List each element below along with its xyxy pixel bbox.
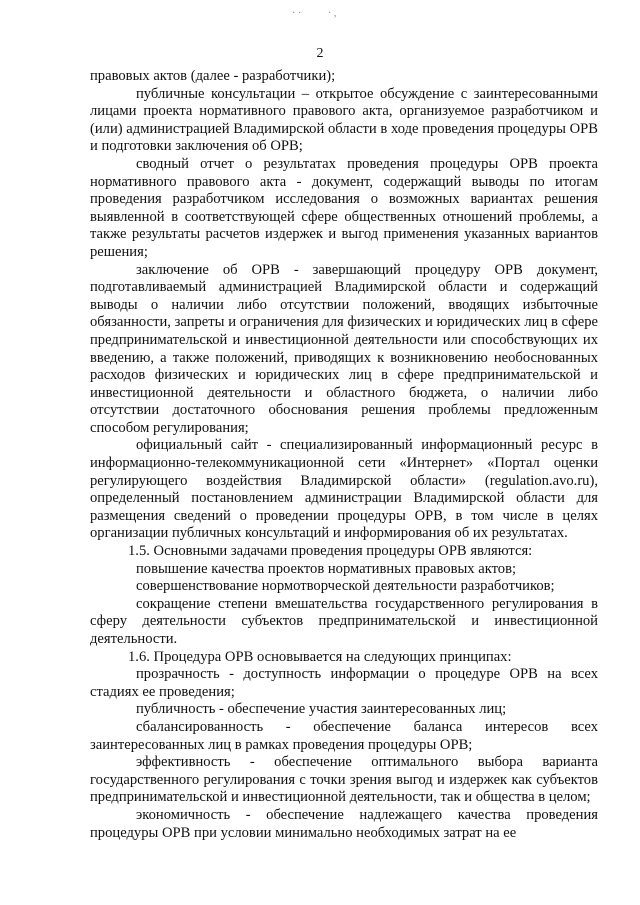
principle-item: сбалансированность - обеспечение баланса интересов всех заинтересованных лиц в рамках проведения процедуры ОРВ; bbox=[90, 718, 598, 753]
task-item: совершенствование нормотворческой деятельности разработчиков; bbox=[136, 578, 555, 595]
section-heading-1-5: 1.5. Основными задачами проведения процедуры ОРВ являются: bbox=[128, 543, 533, 560]
principle-item: прозрачность - доступность информации о процедуре ОРВ на всех стадиях ее проведения; bbox=[90, 666, 598, 700]
definition-public-consultations: публичные консультации – открытое обсуждение с заинтересованными лицами проекта нормативного правового акта, организуемое разработчиком и (или) администрацией Владимирской области в ходе проведения процедуры ОРВ и подготовки заключения об ОРВ; bbox=[90, 85, 598, 155]
definition-summary-report: сводный отчет о результатах проведения процедуры ОРВ проекта нормативного правового акта - документ, содержащий выводы по итогам проведения разработчиком исследования о возможных вариантах решения выявленной в соответствующей сфере общественных отношений проблемы, а также результаты расчетов издержек и выгод применения указанных вариантов решения; bbox=[90, 155, 598, 260]
task-item: сокращение степени вмешательства государственного регулирования в сферу деятельности субъектов предпринимательской и инвестиционной деятельности. bbox=[90, 595, 598, 647]
paragraph-continuation: правовых актов (далее - разработчики); bbox=[90, 68, 336, 84]
principle-item: эффективность - обеспечение оптимального выбора варианта государственного регулирования с точки зрения выгод и издержек как субъектов предпринимательской и инвестиционной деятельности, так и общества в целом; bbox=[90, 754, 598, 806]
section-heading-1-6: 1.6. Процедура ОРВ основывается на следующих принципах: bbox=[128, 648, 512, 665]
principle-item: экономичность - обеспечение надлежащего качества проведения процедуры ОРВ при условии минимально необходимых затрат на ее bbox=[90, 806, 598, 841]
document-body bbox=[90, 68, 598, 842]
scan-speck: · , bbox=[328, 8, 337, 19]
definition-orv-conclusion: заключение об ОРВ - завершающий процедуру ОРВ документ, подготавливаемый администрацией Владимирской области и содержащий выводы о наличии либо отсутствии положений, вводящих избыточные обязанности, запреты и ограничения для физических и юридических лиц в сфере предпринимательской и инвестиционной деятельности или способствующих их введению, а также положений, приводящих к возникновению необоснованных расходов физических и юридических лиц в сфере предпринимательской и инвестиционной деятельности и областного бюджета, о наличии либо отсутствии достаточного обоснования решения проблемы предложенным способом регулирования; bbox=[90, 261, 598, 436]
scan-speck: · · bbox=[292, 8, 302, 19]
task-item: повышение качества проектов нормативных правовых актов; bbox=[136, 560, 517, 577]
page-number: 2 bbox=[316, 46, 324, 61]
definition-official-site: официальный сайт - специализированный информационный ресурс в информационно-телекоммуникационной сети «Интернет» «Портал оценки регулирующего воздействия Владимирской области» (regulation.avo.ru), определенный постановлением администрации Владимирской области для размещения сведений о проведении процедуры ОРВ, в том числе в целях организации публичных консультаций и информирования об их результатах. bbox=[90, 437, 598, 542]
principle-item: публичность - обеспечение участия заинтересованных лиц; bbox=[136, 701, 507, 718]
